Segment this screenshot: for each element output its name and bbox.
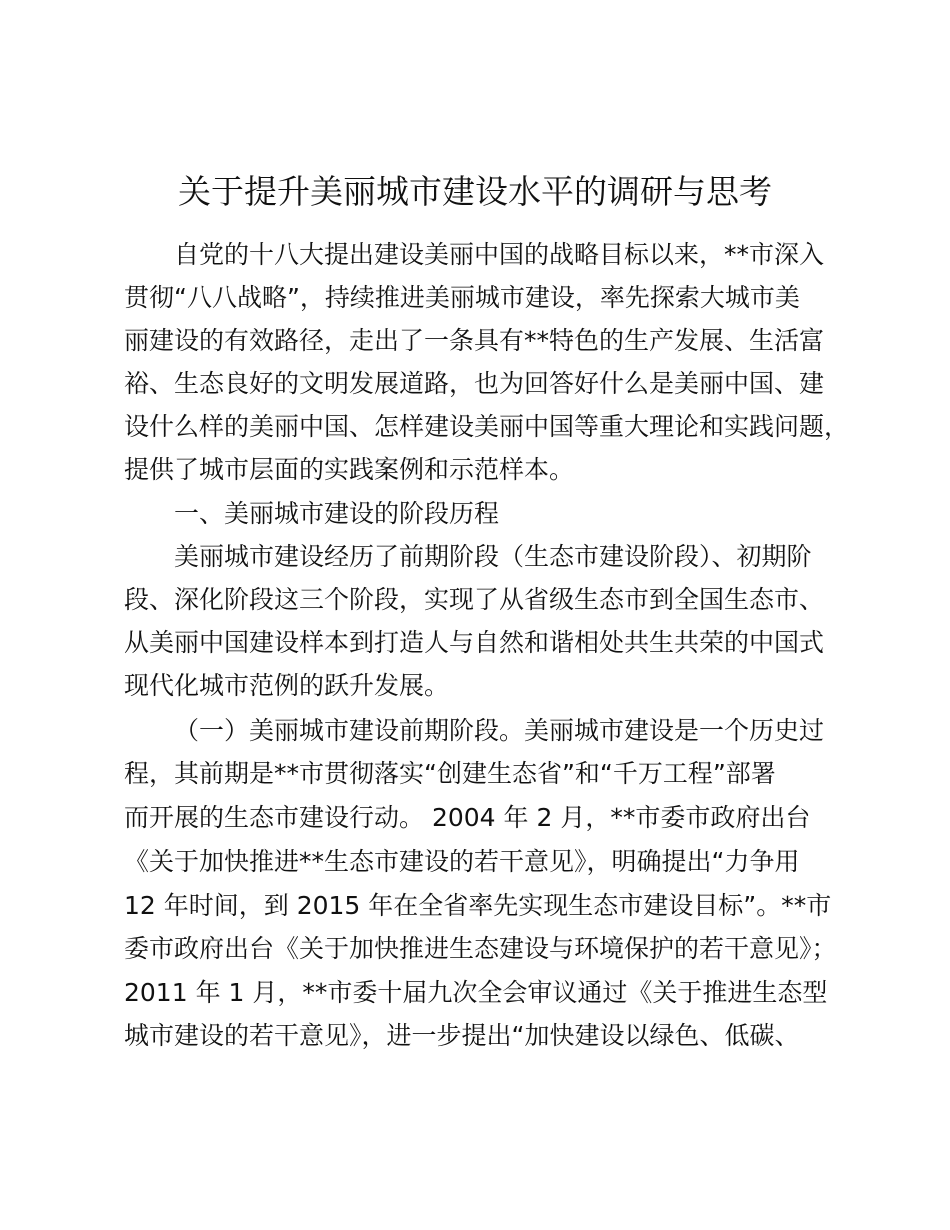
paragraph-line: 设什么样的美丽中国、怎样建设美丽中国等重大理论和实践问题，	[124, 412, 850, 441]
paragraph-line: 委市政府出台《关于加快推进生态建设与环境保护的若干意见》；	[124, 934, 837, 963]
paragraph-line: 而开展的生态市建设行动。 2004 年 2 月，**市委市政府出台	[124, 803, 811, 832]
paragraph-line: 裕、生态良好的文明发展道路，也为回答好什么是美丽中国、建	[124, 369, 825, 398]
paragraph-line: 12 年时间，到 2015 年在全省率先实现生态市建设目标”。**市	[124, 891, 832, 920]
paragraph-line: 自党的十八大提出建设美丽中国的战略目标以来，**市深入	[174, 240, 825, 269]
paragraph-line: 城市建设的若干意见》，进一步提出“加快建设以绿色、低碳、	[124, 1021, 800, 1050]
document-title: 关于提升美丽城市建设水平的调研与思考	[178, 172, 772, 211]
paragraph-line: 程，其前期是**市贯彻落实“创建生态省”和“千万工程”部署	[124, 759, 776, 788]
section-heading: 一、美丽城市建设的阶段历程	[174, 499, 500, 528]
paragraph-line: 《关于加快推进**生态市建设的若干意见》，明确提出“力争用	[124, 847, 800, 876]
paragraph-line: 段、深化阶段这三个阶段，实现了从省级生态市到全国生态市、	[124, 585, 825, 614]
paragraph-line: 从美丽中国建设样本到打造人与自然和谐相处共生共荣的中国式	[124, 628, 825, 657]
paragraph-line: 贯彻“八八战略”，持续推进美丽城市建设，率先探索大城市美	[124, 283, 800, 312]
paragraph-line: 2011 年 1 月，**市委十届九次全会审议通过《关于推进生态型	[124, 978, 828, 1007]
paragraph-line: 丽建设的有效路径，走出了一条具有**特色的生产发展、生活富	[124, 326, 825, 355]
paragraph-line: 提供了城市层面的实践案例和示范样本。	[124, 455, 575, 484]
paragraph-line: 现代化城市范例的跃升发展。	[124, 671, 450, 700]
paragraph-line: 美丽城市建设经历了前期阶段（生态市建设阶段）、初期阶	[174, 542, 812, 571]
paragraph-line: （一）美丽城市建设前期阶段。美丽城市建设是一个历史过	[174, 716, 825, 745]
